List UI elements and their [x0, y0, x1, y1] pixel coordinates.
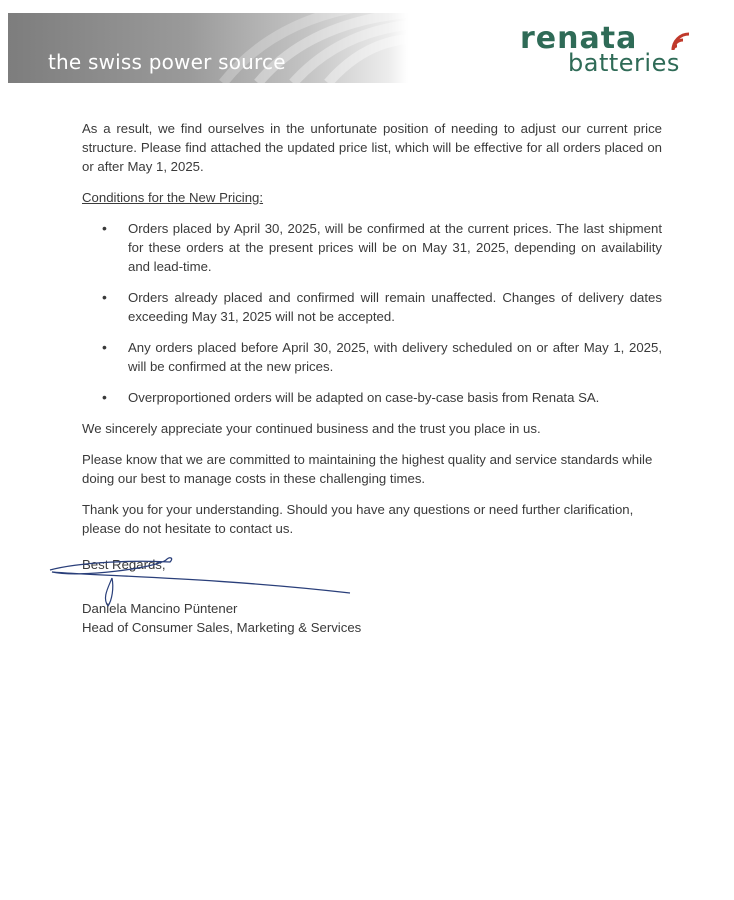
- header-tagline: the swiss power source: [48, 50, 286, 74]
- logo-subtitle: batteries: [568, 49, 680, 77]
- list-item-text: Any orders placed before April 30, 2025, with delivery scheduled on or after May 1, 2025, will be confirmed at the new prices.: [128, 340, 662, 374]
- bullet-icon: •: [102, 289, 107, 305]
- list-item: [82, 219, 662, 276]
- list-item-text: Orders placed by April 30, 2025, will be confirmed at the current prices. The last shipment for these orders at the present prices will be on May 31, 2025, depending on availability and lead-time.: [128, 221, 662, 274]
- list-item: [82, 338, 662, 376]
- renata-logo: [520, 21, 720, 79]
- commitment-paragraph: Please know that we are committed to maintaining the highest quality and service standards while doing our best to manage costs in these challenging times.: [82, 452, 653, 486]
- bullet-icon: •: [102, 389, 107, 405]
- thanks-paragraph: Thank you for your understanding. Should you have any questions or need further clarification, please do not hesitate to contact us.: [82, 502, 634, 536]
- conditions-list: [82, 219, 662, 407]
- signatory-title: Head of Consumer Sales, Marketing & Services: [82, 620, 362, 635]
- bullet-icon: •: [102, 220, 107, 236]
- closing-text: Best Regards,: [82, 557, 166, 572]
- appreciation-paragraph: We sincerely appreciate your continued business and the trust you place in us.: [82, 421, 541, 436]
- signatory-name: Daniela Mancino Püntener: [82, 601, 238, 616]
- list-item: [82, 388, 662, 407]
- conditions-heading: Conditions for the New Pricing:: [82, 190, 264, 205]
- header-banner: [8, 13, 408, 83]
- list-item: [82, 288, 662, 326]
- intro-paragraph: As a result, we find ourselves in the unfortunate position of needing to adjust our current price structure. Please find attached the updated price list, which will be effective for all orders placed on or after May 1, 2025.: [82, 121, 662, 174]
- bullet-icon: •: [102, 339, 107, 355]
- letter-body: [82, 119, 662, 550]
- list-item-text: Overproportioned orders will be adapted on case-by-case basis from Renata SA.: [128, 390, 600, 405]
- logo-name: renata: [520, 21, 638, 56]
- list-item-text: Orders already placed and confirmed will remain unaffected. Changes of delivery dates exceeding May 31, 2025 will not be accepted.: [128, 290, 662, 324]
